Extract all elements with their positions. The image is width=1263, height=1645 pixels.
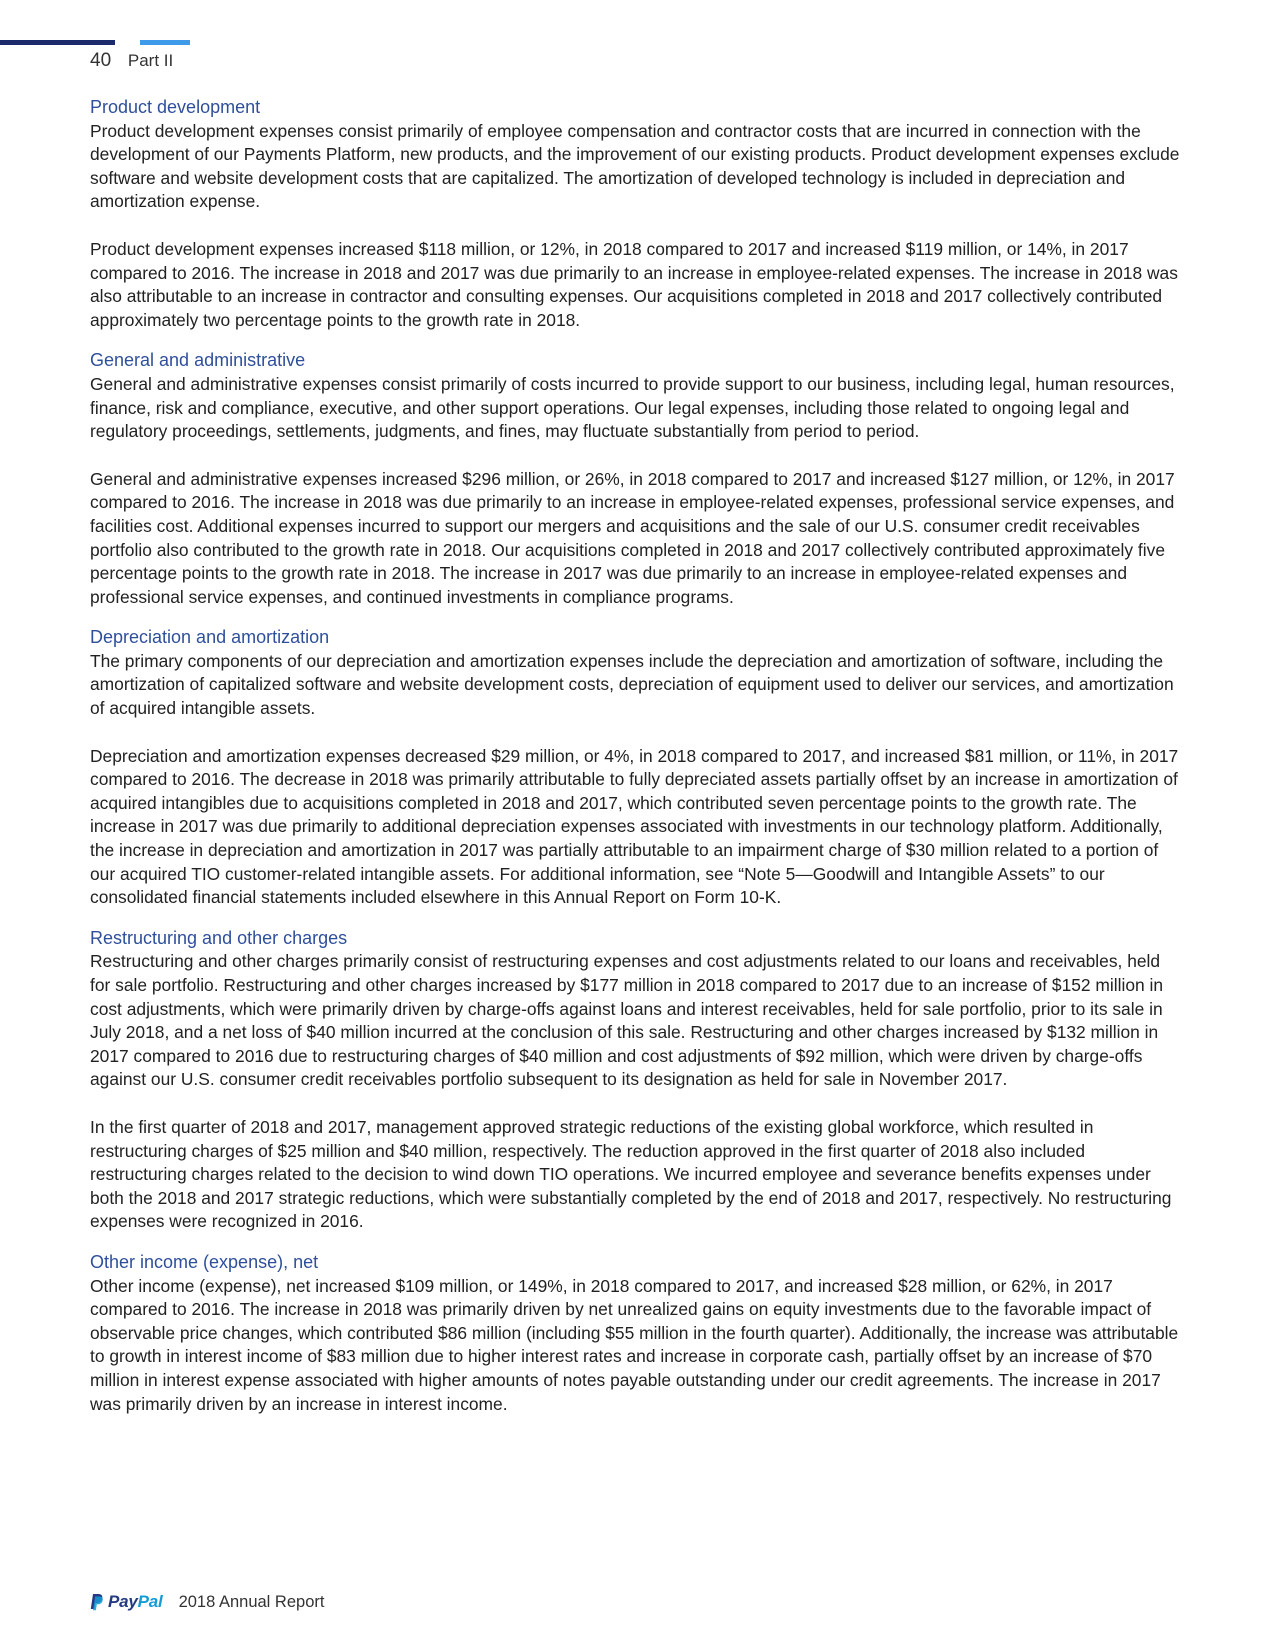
section-product-development — [90, 96, 1180, 332]
paragraph: Product development expenses consist primarily of employee compensation and contractor costs that are incurred in connection with the development of our Payments Platform, new products, and the improvement of our existing products. Product development expenses exclude software and website development costs that are capitalized. The amortization of developed technology is included in depreciation and amortization expense. — [90, 120, 1180, 212]
part-label: Part II — [127, 51, 174, 70]
page-footer — [90, 1592, 324, 1612]
paragraph: General and administrative expenses increased $296 million, or 26%, in 2018 compared to 2017 and increased $127 million, or 12%, in 2017 compared to 2016. The increase in 2018 was due primarily to an increase in employee-related expenses, professional service expenses, and facilities cost. Additional expenses incurred to support our mergers and acquisitions and the sale of our U.S. consumer credit receivables portfolio also contributed to the growth rate in 2018. Our acquisitions completed in 2018 and 2017 collectively contributed approximately five percentage points to the growth rate in 2018. The increase in 2017 was due primarily to an increase in employee-related expenses and professional service expenses, and continued investments in compliance programs. — [90, 468, 1175, 607]
section-other-income — [90, 1251, 1180, 1416]
paypal-p-icon — [90, 1594, 103, 1611]
section-heading: Restructuring and other charges — [90, 927, 348, 948]
report-title: 2018 Annual Report — [178, 1592, 325, 1611]
paragraph: In the first quarter of 2018 and 2017, management approved strategic reductions of the existing global workforce, which resulted in restructuring charges of $25 million and $40 million, respectively. The reduction approved in the first quarter of 2018 also included restructuring charges related to the decision to wind down TIO operations. We incurred employee and severance benefits expenses under both the 2018 and 2017 strategic reductions, which were substantially completed by the end of 2018 and 2017, respectively. No restructuring expenses were recognized in 2016. — [90, 1116, 1172, 1232]
page-content — [90, 96, 1180, 1433]
page-header — [90, 50, 173, 72]
section-heading: Depreciation and amortization — [90, 627, 330, 648]
paragraph: Product development expenses increased $118 million, or 12%, in 2018 compared to 2017 and increased $119 million, or 14%, in 2017 compared to 2016. The increase in 2018 and 2017 was due primarily to an increase in employee-related expenses. The increase in 2018 was also attributable to an increase in contractor and consulting expenses. Our acquisitions completed in 2018 and 2017 collectively contributed approximately two percentage points to the growth rate in 2018. — [90, 238, 1178, 330]
section-general-administrative — [90, 349, 1180, 609]
paypal-logo — [90, 1592, 163, 1612]
paragraph: Restructuring and other charges primarily consist of restructuring expenses and cost adjustments related to our loans and receivables, held for sale portfolio. Restructuring and other charges increased by $177 million in 2018 compared to 2017 due to an increase of $152 million in cost adjustments, which were primarily driven by charge-offs against loans and interest receivables, held for sale portfolio, prior to its sale in July 2018, and a net loss of $40 million incurred at the conclusion of this sale. Restructuring and other charges increased by $132 million in 2017 compared to 2016 due to restructuring charges of $40 million and cost adjustments of $92 million, which were driven by charge-offs against our U.S. consumer credit receivables portfolio subsequent to its designation as held for sale in November 2017. — [90, 951, 1164, 1090]
paragraph: The primary components of our depreciation and amortization expenses include the depreciation and amortization of software, including the amortization of capitalized software and website development costs, depreciation of equipment used to deliver our services, and amortization of acquired intangible assets. — [90, 650, 1174, 719]
section-heading: Other income (expense), net — [90, 1251, 319, 1272]
section-heading: Product development — [90, 97, 261, 117]
section-restructuring — [90, 927, 1180, 1234]
page-number: 40 — [90, 50, 112, 71]
header-rule-light — [140, 40, 190, 45]
paragraph: Other income (expense), net increased $109 million, or 149%, in 2018 compared to 2017, and increased $28 million, or 62%, in 2017 compared to 2016. The increase in 2018 was primarily driven by net unrealized gains on equity investments due to the favorable impact of observable price changes, which contributed $86 million (including $55 million in the fourth quarter). Additionally, the increase was attributable to growth in interest income of $83 million due to higher interest rates and increase in corporate cash, partially offset by an increase of $70 million in interest expense associated with higher amounts of notes payable outstanding under our credit agreements. The increase in 2017 was primarily driven by an increase in interest income. — [90, 1275, 1179, 1414]
header-rule-dark — [0, 40, 115, 45]
paragraph: Depreciation and amortization expenses decreased $29 million, or 4%, in 2018 compared to 2017, and increased $81 million, or 11%, in 2017 compared to 2016. The decrease in 2018 was primarily attributable to fully depreciated assets partially offset by an increase in amortization of acquired intangibles due to acquisitions completed in 2018 and 2017, which contributed seven percentage points to the growth rate. The increase in 2017 was due primarily to additional depreciation expenses associated with investments in our technology platform. Additionally, the increase in depreciation and amortization in 2017 was partially attributable to an impairment charge of $30 million related to a portion of our acquired TIO customer-related intangible assets. For additional information, see “Note 5—Goodwill and Intangible Assets” to our consolidated financial statements included elsewhere in this Annual Report on Form 10-K. — [90, 745, 1179, 908]
paypal-wordmark: PayPal — [108, 1592, 163, 1611]
section-heading: General and administrative — [90, 350, 306, 371]
section-depreciation-amortization — [90, 626, 1180, 910]
paragraph: General and administrative expenses consist primarily of costs incurred to provide support to our business, including legal, human resources, finance, risk and compliance, executive, and other support operations. Our legal expenses, including those related to ongoing legal and regulatory proceedings, settlements, judgments, and fines, may fluctuate substantially from period to period. — [90, 373, 1175, 442]
